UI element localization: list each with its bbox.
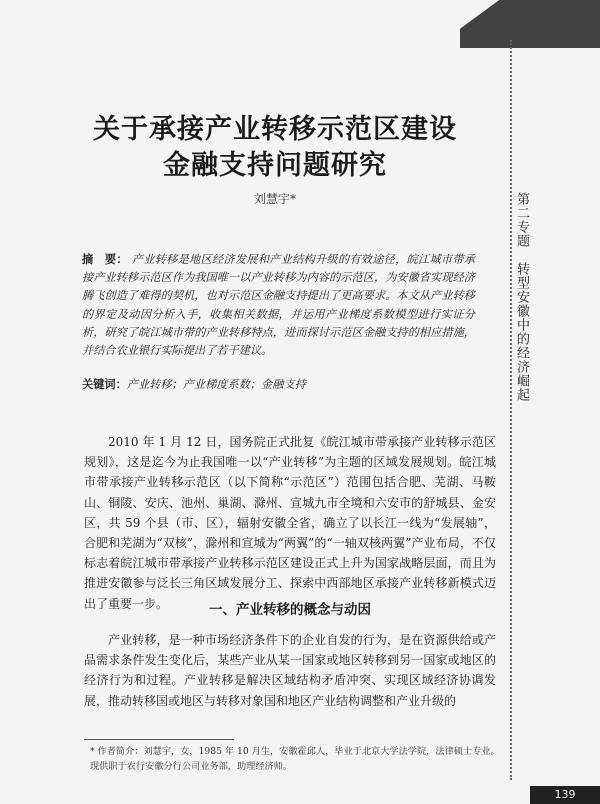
keywords-label: 关键词： xyxy=(82,377,127,391)
title-line-2: 金融支持问题研究 xyxy=(163,150,387,181)
abstract-text: 产业转移是地区经济发展和产业结构升级的有效途径，皖江城市带承接产业转移示范区作为我国唯一以产业转移为内容的示范区，为安徽省实现经济腾飞创造了难得的契机，也对示范区金融支持提出了更高要求。本文从产业转移的界定及动因分析入手，收集相关数据，并运用产业梯度系数模型进行实证分析，研究了皖江城市带的产业转移特点，进而探讨示范区金融支持的相应措施，并结合农业银行实际提出了若干建议。 xyxy=(82,253,475,358)
title-line-1: 关于承接产业转移示范区建设 xyxy=(93,114,457,145)
section-heading: 一、产业转移的概念与动因 xyxy=(209,602,371,618)
sidebar-dotted-rule xyxy=(510,40,512,780)
sidebar-section-label: 第二专题 转型安徽中的经济崛起 xyxy=(515,188,531,406)
keywords xyxy=(82,376,475,392)
abstract xyxy=(82,250,475,360)
keywords-text: 产业转移；产业梯度系数；金融支持 xyxy=(126,378,306,391)
author-name: 刘慧宇* xyxy=(253,192,296,206)
corner-decoration xyxy=(460,0,600,48)
page-number: 139 xyxy=(530,786,600,804)
footnote-divider xyxy=(84,739,234,740)
article-title xyxy=(60,112,490,184)
body-paragraph-2: 产业转移，是一种市场经济条件下的企业自发的行为，是在资源供给或产品需求条件发生变化后，某些产业从某一国家或地区转移到另一国家或地区的经济行为和过程。产业转移是解决区域结构矛盾冲突、实现区域经济协调发展，推动转移国或地区与转移对象国和地区产业结构调整和产业升级的 xyxy=(84,633,496,708)
body-paragraph-1: 2010 年 1 月 12 日，国务院正式批复《皖江城市带承接产业转移示范区规划》，这是迄今为止我国唯一以“产业转移”为主题的区域发展规划。皖江城市带承接产业转移示范区（以下简称“示范区”）范围包括合肥、芜湖、马鞍山、铜陵、安庆、池州、巢湖、滁州、宣城九市全境和六安市的舒城县、金安区，共 59 个县（市、区），辐射安徽全省，确立了以长江一线为“发展轴”，合肥和芜湖为“双核”，滁州和宣城为“两翼”的“一轴双核两翼”产业布局，不仅标志着皖江城市带承接产业转移示范区建设正式上升为国家战略层面，而且为推进安徽参与泛长三角区域发展分工、探索中西部地区承接产业转移新模式迈出了重要一步。 xyxy=(84,435,496,611)
abstract-label: 摘 要： xyxy=(82,252,128,266)
footnote: * 作者简介：刘慧宇，女，1985 年 10 月生，安徽霍邱人，毕业于北京大学法学院，法律硕士专业。现供职于农行安徽分行公司业务部，助理经济师。 xyxy=(90,746,500,772)
